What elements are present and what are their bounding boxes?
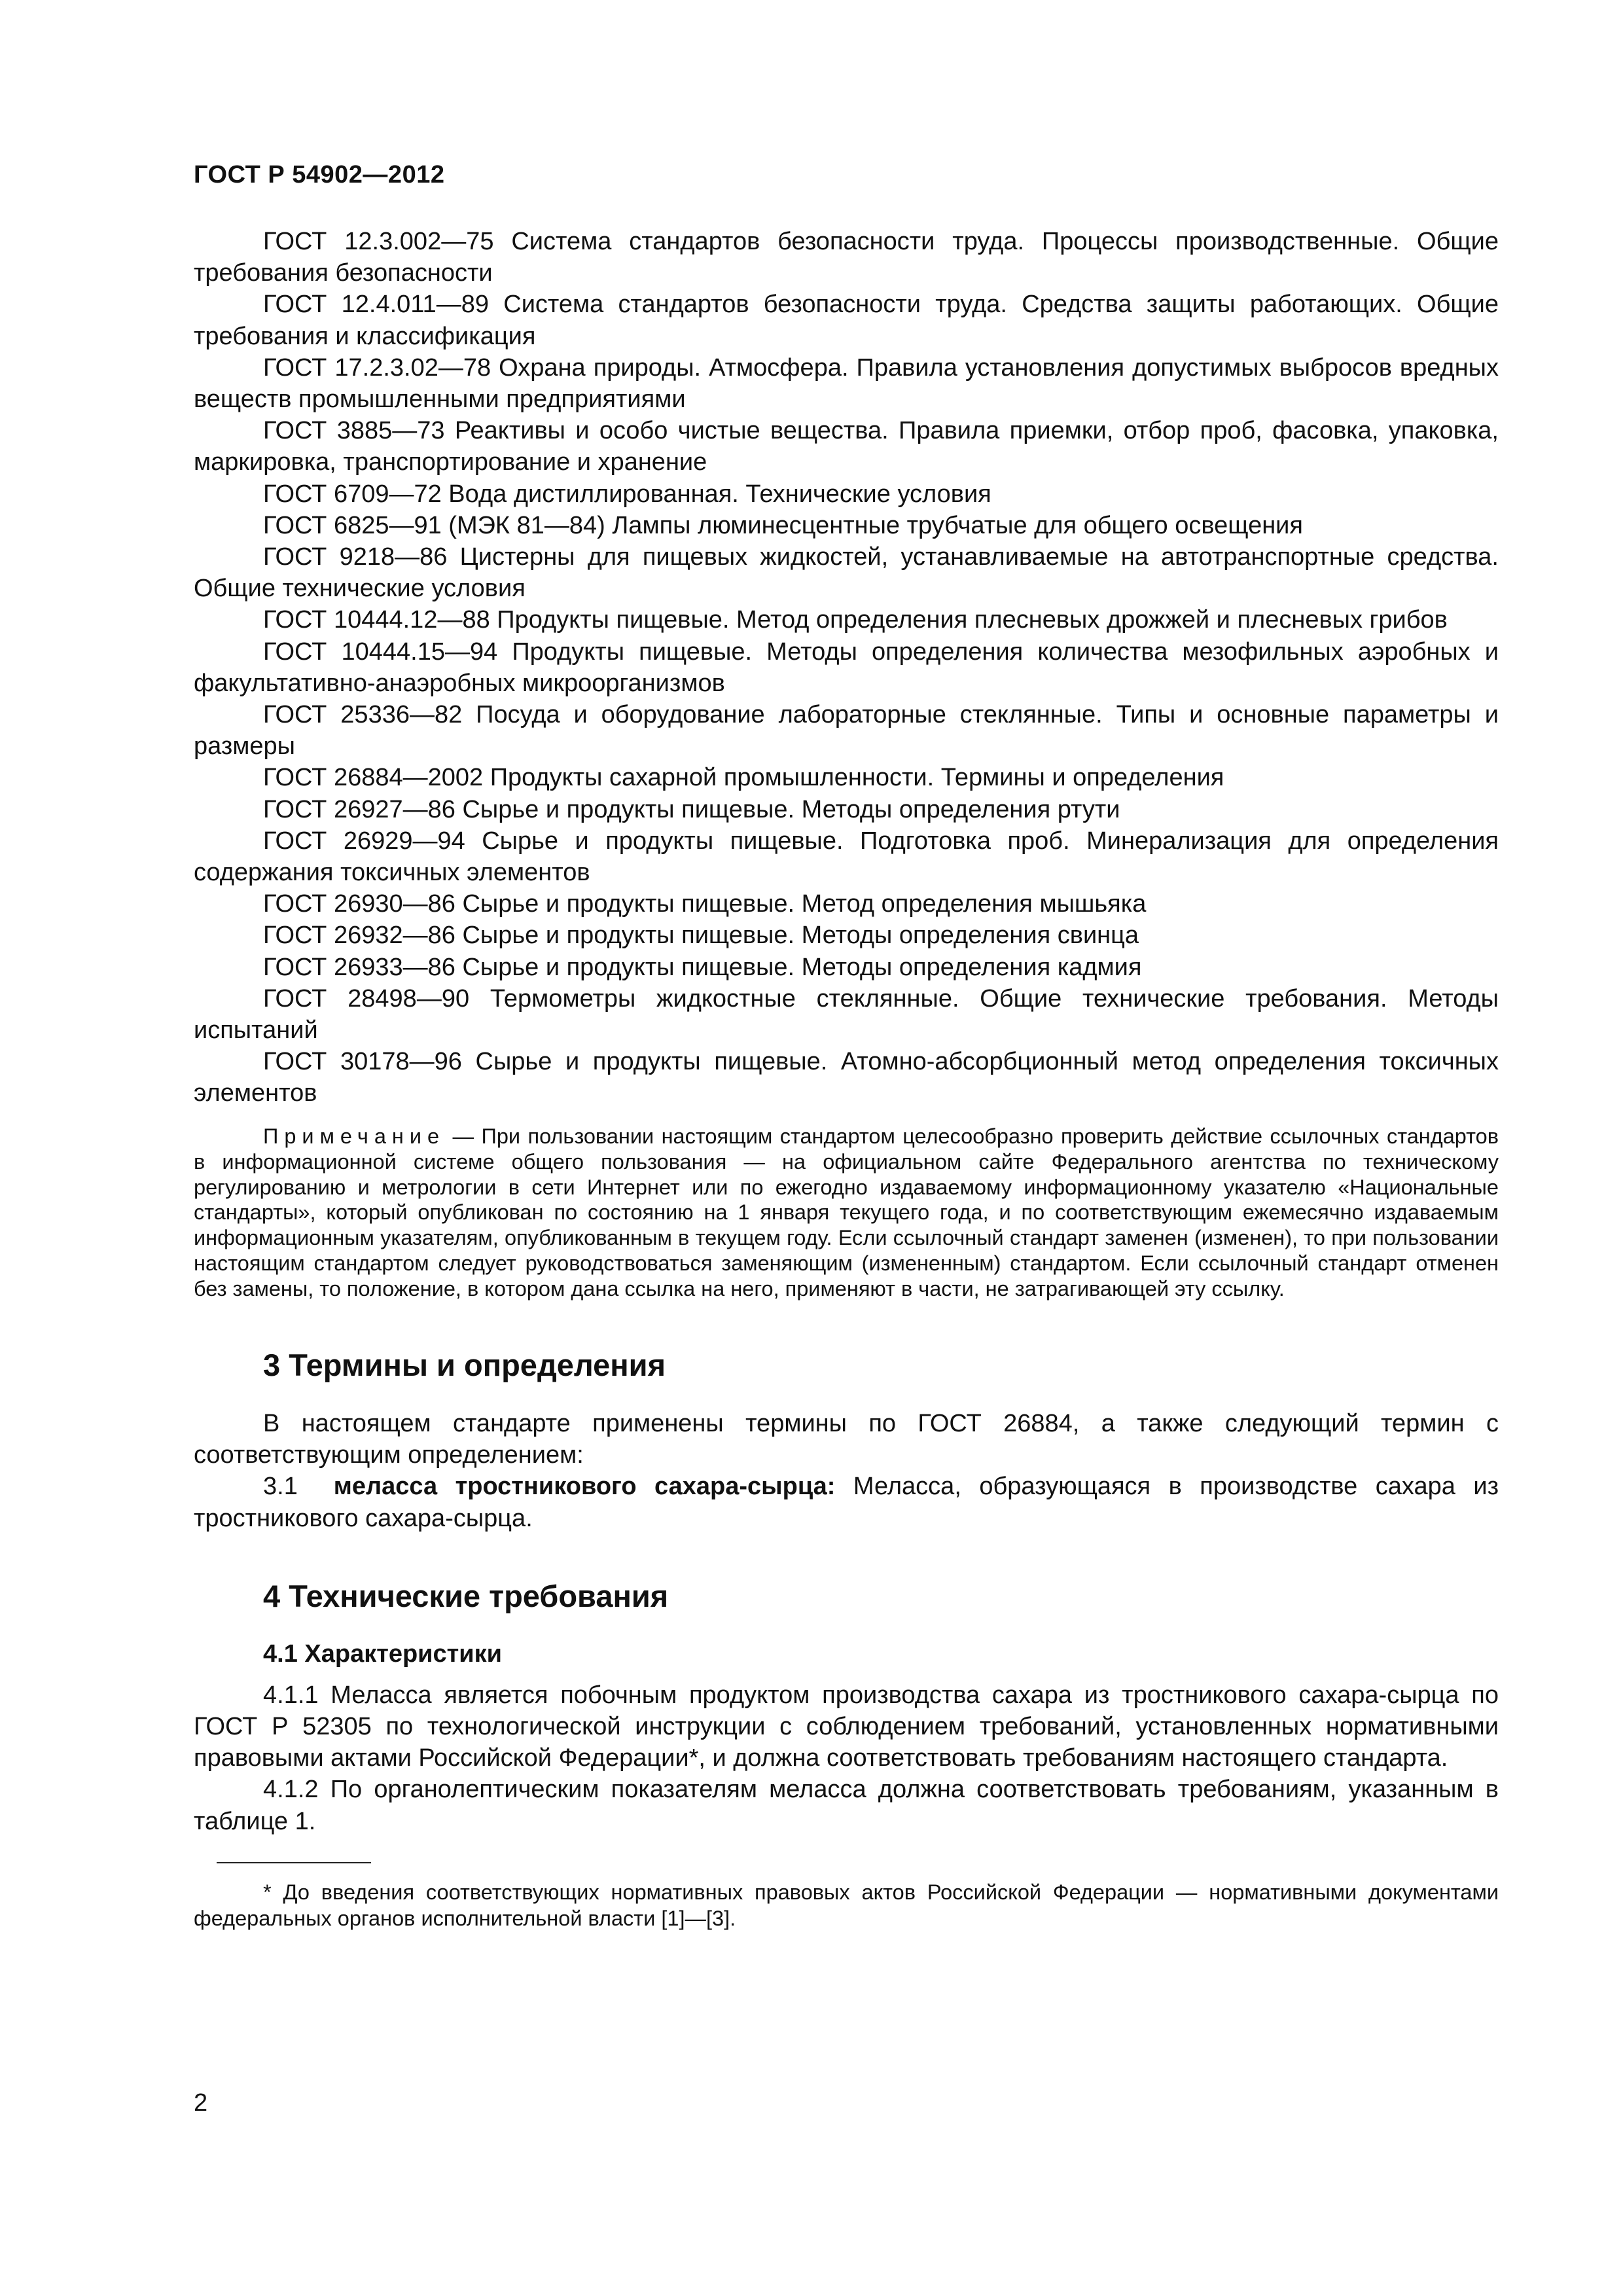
reference-item: ГОСТ 26932—86 Сырье и продукты пищевые. Методы определения свинца bbox=[263, 922, 1139, 950]
reference-item: ГОСТ 28498—90 Термометры жидкостные стеклянные. Общие технические требования. Методы испытаний bbox=[194, 984, 1499, 1045]
reference-item: ГОСТ 10444.12—88 Продукты пищевые. Метод определения плесневых дрожжей и плесневых грибов bbox=[263, 606, 1448, 634]
note-paragraph bbox=[194, 1124, 1499, 1302]
section-4-heading: 4 Технические требования bbox=[263, 1578, 669, 1613]
section-3-intro: В настоящем стандарте применены термины по ГОСТ 26884, а также следующий термин с соответствующим определением: bbox=[194, 1410, 1499, 1469]
reference-item: ГОСТ 3885—73 Реактивы и особо чистые вещества. Правила приемки, отбор проб, фасовка, упаковка, маркировка, транспортирование и хранение bbox=[194, 417, 1499, 476]
section-3-heading: 3 Термины и определения bbox=[263, 1348, 666, 1383]
reference-item: ГОСТ 26929—94 Сырье и продукты пищевые. Подготовка проб. Минерализация для определения содержания токсичных элементов bbox=[194, 827, 1499, 887]
term-number: 3.1 bbox=[263, 1473, 298, 1501]
reference-item: ГОСТ 6825—91 (МЭК 81—84) Лампы люминесцентные трубчатые для общего освещения bbox=[263, 511, 1303, 539]
note-text: — При пользовании настоящим стандартом целесообразно проверить действие ссылочных стандартов в информационной системе общего пользования — на официальном сайте Федерального агентства по техническому регулированию и метрологии в сети Интернет или по ежегодно издаваемому информационному указателю «Национальные стандарты», который опубликован по состоянию на 1 января текущего года, и по соответствующим ежемесячно издаваемым информационным указателям, опубликованным в текущем году. Если ссылочный стандарт заменен (изменен), то при пользовании настоящим стандартом следует руководствоваться заменяющим (измененным) стандартом. Если ссылочный стандарт отменен без замены, то положение, в котором дана ссылка на него, применяют в части, не затрагивающей эту ссылку. bbox=[194, 1124, 1499, 1301]
reference-item: ГОСТ 17.2.3.02—78 Охрана природы. Атмосфера. Правила установления допустимых выбросов вредных веществ промышленными предприятиями bbox=[194, 353, 1499, 414]
reference-item: ГОСТ 12.4.011—89 Система стандартов безопасности труда. Средства защиты работающих. Общие требования и классификация bbox=[194, 291, 1499, 350]
reference-item: ГОСТ 12.3.002—75 Система стандартов безопасности труда. Процессы производственные. Общие требования безопасности bbox=[194, 228, 1499, 287]
document-header: ГОСТ Р 54902—2012 bbox=[194, 161, 445, 188]
reference-item: ГОСТ 26927—86 Сырье и продукты пищевые. Методы определения ртути bbox=[263, 795, 1120, 823]
reference-item: ГОСТ 26933—86 Сырье и продукты пищевые. Методы определения кадмия bbox=[263, 953, 1142, 981]
document-body bbox=[194, 226, 1499, 1931]
term-definition-text: Меласса, образующаяся в производстве сахара из тростникового сахара-сырца. bbox=[194, 1473, 1499, 1532]
reference-item: ГОСТ 9218—86 Цистерны для пищевых жидкостей, устанавливаемые на автотранспортные средства. Общие технические условия bbox=[194, 543, 1499, 603]
footnote: * До введения соответствующих нормативных правовых актов Российской Федерации — нормативными документами федеральных органов исполнительной власти [1]—[3]. bbox=[194, 1880, 1499, 1930]
reference-item: ГОСТ 25336—82 Посуда и оборудование лабораторные стеклянные. Типы и основные параметры и размеры bbox=[194, 701, 1499, 761]
reference-item: ГОСТ 26884—2002 Продукты сахарной промышленности. Термины и определения bbox=[263, 764, 1224, 792]
term-definition bbox=[194, 1471, 1499, 1534]
subsection-4-1-heading: 4.1 Характеристики bbox=[263, 1640, 503, 1668]
page-number: 2 bbox=[194, 2089, 208, 2117]
references-list bbox=[194, 226, 1499, 1109]
reference-item: ГОСТ 10444.15—94 Продукты пищевые. Методы определения количества мезофильных аэробных и факультативно-анаэробных микроорганизмов bbox=[194, 637, 1499, 697]
note-label: Примечание bbox=[263, 1124, 446, 1148]
reference-item: ГОСТ 26930—86 Сырье и продукты пищевые. Метод определения мышьяка bbox=[263, 890, 1147, 918]
reference-item: ГОСТ 6709—72 Вода дистиллированная. Технические условия bbox=[263, 480, 991, 508]
paragraph-4-1-2: 4.1.2 По органолептическим показателям меласса должна соответствовать требованиям, указанным в таблице 1. bbox=[194, 1776, 1499, 1835]
footnote-divider bbox=[217, 1862, 371, 1863]
term-name: меласса тростникового сахара-сырца: bbox=[333, 1473, 836, 1501]
reference-item: ГОСТ 30178—96 Сырье и продукты пищевые. Атомно-абсорбционный метод определения токсичных элементов bbox=[194, 1048, 1499, 1107]
paragraph-4-1-1: 4.1.1 Меласса является побочным продуктом производства сахара из тростникового сахара-сырца по ГОСТ Р 52305 по технологической инструкции с соблюдением требований, установленных нормативными правовыми актами Российской Федерации*, и должна соответствовать требованиям настоящего стандарта. bbox=[194, 1681, 1499, 1772]
